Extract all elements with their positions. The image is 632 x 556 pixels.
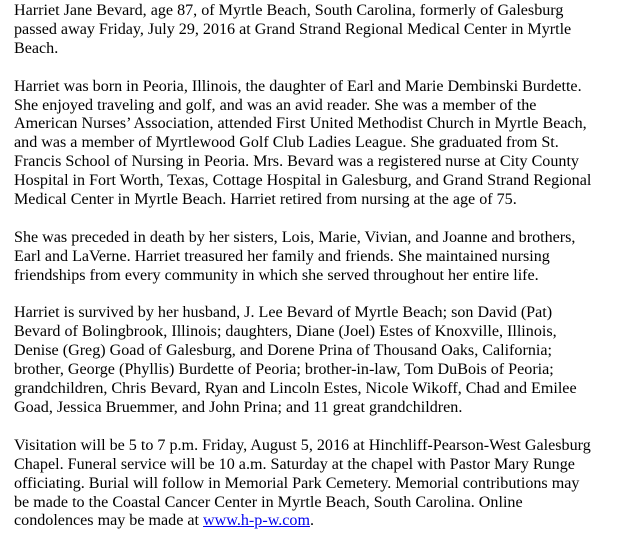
link-suffix: . xyxy=(310,512,315,530)
obituary-document xyxy=(14,2,626,531)
obituary-services-paragraph xyxy=(14,437,626,532)
obituary-biography-paragraph: Harriet was born in Peoria, Illinois, the daughter of Earl and Marie Dembinski Burdette. She enjoyed traveling and golf, and was an avid reader. She was a member of the American Nurses’ Association, attended First United Methodist Church in Myrtle Beach, and was a member of Myrtlewood Golf Club Ladies League. She graduated from St. Francis School of Nursing in Peoria. Mrs. Bevard was a registered nurse at City County Hospital in Fort Worth, Texas, Cottage Hospital in Galesburg, and Grand Strand Regional Medical Center in Myrtle Beach. Harriet retired from nursing at the age of 75. xyxy=(14,77,592,209)
obituary-intro-paragraph: Harriet Jane Bevard, age 87, of Myrtle Beach, South Carolina, formerly of Galesburg passed away Friday, July 29, 2016 at Grand Strand Regional Medical Center in Myrtle Beach. xyxy=(14,2,572,57)
obituary-preceded-paragraph: She was preceded in death by her sisters, Lois, Marie, Vivian, and Joanne and brothers, Earl and LaVerne. Harriet treasured her family and friends. She maintained nursing friendships from every community in which she served throughout her entire life. xyxy=(14,228,576,284)
services-text: Visitation will be 5 to 7 p.m. Friday, August 5, 2016 at Hinchliff-Pearson-West Galesburg Chapel. Funeral service will be 10 a.m. Saturday at the chapel with Pastor Mary Runge officiating. Burial will follow in Memorial Park Cemetery. Memorial contributions may be made to the Coastal Cancer Center in Myrtle Beach, South Carolina. Online condolences may be made at xyxy=(14,436,591,530)
obituary-survived-paragraph: Harriet is survived by her husband, J. Lee Bevard of Myrtle Beach; son David (Pat) Bevard of Bolingbrook, Illinois; daughters, Diane (Joel) Estes of Knoxville, Illinois, Denise (Greg) Goad of Galesburg, and Dorene Prina of Thousand Oaks, California; brother, George (Phyllis) Burdette of Peoria; brother-in-law, Tom DuBois of Peoria; grandchildren, Chris Bevard, Ryan and Lincoln Estes, Nicole Wikoff, Chad and Emilee Goad, Jessica Bruemmer, and John Prina; and 11 great grandchildren. xyxy=(14,304,577,416)
funeral-home-link[interactable]: www.h-p-w.com xyxy=(203,512,310,530)
